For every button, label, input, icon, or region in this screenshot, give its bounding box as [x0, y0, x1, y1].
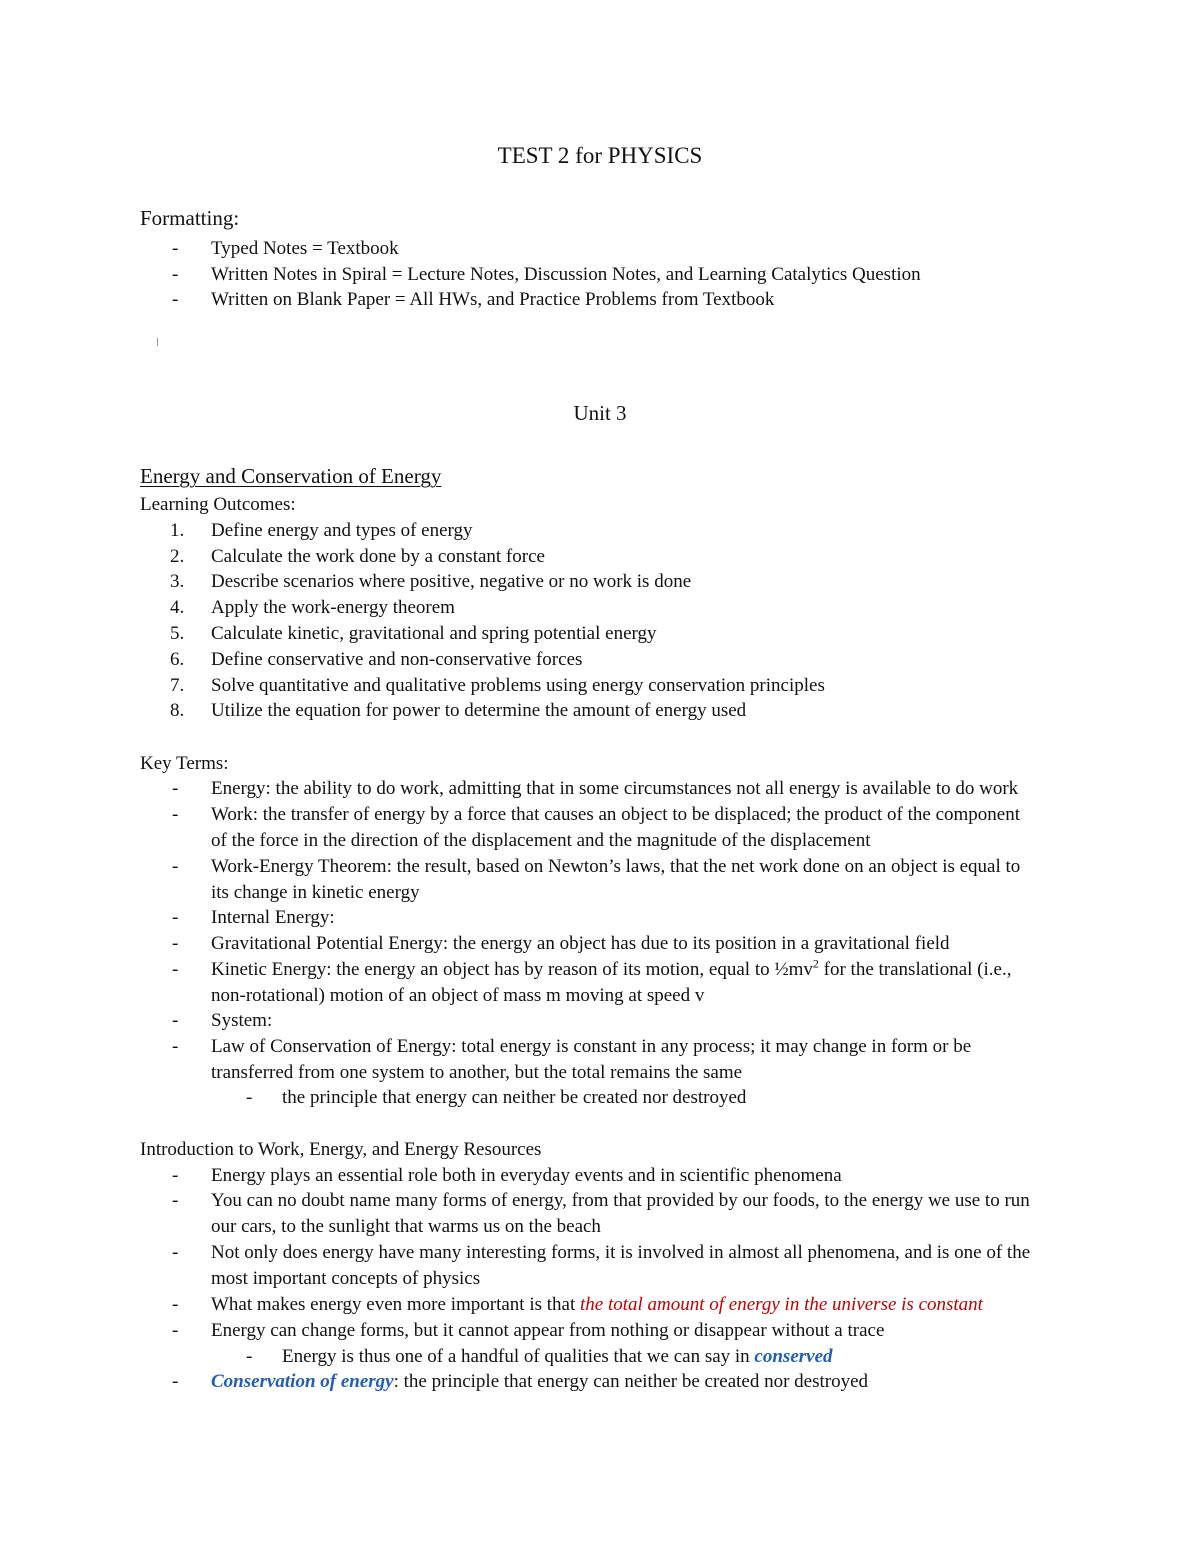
unit-title: Unit 3 — [573, 401, 627, 425]
list-number: 3. — [170, 571, 185, 592]
sub-item-text: the principle that energy can neither be created nor destroyed — [282, 1087, 747, 1108]
term-work-energy-theorem-cont: its change in kinetic energy — [211, 882, 420, 903]
bullet-dash: - — [172, 1294, 179, 1315]
outcome-text: Utilize the equation for power to determine the amount of energy used — [211, 700, 747, 721]
list-number: 4. — [170, 597, 185, 618]
stray-mark — [157, 338, 158, 346]
outcomes-label: Learning Outcomes: — [140, 494, 296, 515]
bullet-dash: - — [172, 1010, 179, 1031]
bullet-dash: - — [172, 1190, 179, 1211]
formatting-heading: Formatting: — [140, 206, 240, 230]
outcome-text: Calculate the work done by a constant force — [211, 546, 545, 567]
bullet-dash: - — [172, 1242, 179, 1263]
outcome-text: Apply the work-energy theorem — [211, 597, 455, 618]
formatting-item: Written Notes in Spiral = Lecture Notes, Discussion Notes, and Learning Catalytics Question — [211, 264, 921, 285]
intro-item-cont: most important concepts of physics — [211, 1268, 481, 1289]
formatting-item: Written on Blank Paper = All HWs, and Practice Problems from Textbook — [211, 289, 775, 310]
bullet-dash: - — [172, 264, 179, 285]
outcome-text: Calculate kinetic, gravitational and spring potential energy — [211, 623, 657, 644]
bullet-dash: - — [172, 289, 179, 310]
term-work-energy-theorem: Work-Energy Theorem: the result, based on Newton’s laws, that the net work done on an object is equal to — [211, 856, 1021, 877]
sub-item-text — [282, 1344, 1082, 1370]
outcome-text: Solve quantitative and qualitative problems using energy conservation principles — [211, 675, 825, 696]
intro-item-text: What makes energy even more important is that — [211, 1294, 580, 1315]
term-kinetic-energy-text: Kinetic Energy: the energy an object has by reason of its motion, equal to ½mv — [211, 959, 813, 980]
list-number: 5. — [170, 623, 185, 644]
outcome-text: Define energy and types of energy — [211, 520, 473, 541]
bullet-dash: - — [246, 1087, 253, 1108]
blue-emphasis: conserved — [754, 1346, 833, 1367]
outcome-text: Define conservative and non-conservative forces — [211, 649, 583, 670]
intro-item: Not only does energy have many interesting forms, it is involved in almost all phenomena, and is one of the — [211, 1242, 1031, 1263]
section-heading: Energy and Conservation of Energy — [140, 464, 442, 488]
term-gravitational-potential-energy: Gravitational Potential Energy: the energy an object has due to its position in a gravitational field — [211, 933, 950, 954]
bullet-dash: - — [172, 1165, 179, 1186]
blue-emphasis: Conservation of energy — [211, 1371, 394, 1392]
intro-heading: Introduction to Work, Energy, and Energy Resources — [140, 1139, 542, 1160]
term-system: System: — [211, 1010, 273, 1031]
bullet-dash: - — [172, 1320, 179, 1341]
term-law-of-conservation: Law of Conservation of Energy: total energy is constant in any process; it may change in form or be — [211, 1036, 972, 1057]
bullet-dash: - — [172, 778, 179, 799]
term-energy: Energy: the ability to do work, admitting that in some circumstances not all energy is available to do work — [211, 778, 1019, 799]
bullet-dash: - — [172, 804, 179, 825]
list-number: 6. — [170, 649, 185, 670]
intro-item — [211, 1292, 1071, 1318]
bullet-dash: - — [172, 959, 179, 980]
intro-item — [211, 1369, 1071, 1395]
intro-item-text: : the principle that energy can neither be created nor destroyed — [393, 1371, 869, 1392]
red-emphasis: the total amount of energy in the universe is constant — [579, 1294, 983, 1315]
term-kinetic-energy-text-end: for the translational (i.e., — [818, 959, 1012, 980]
term-work: Work: the transfer of energy by a force that causes an object to be displaced; the product of the component — [211, 804, 1021, 825]
term-internal-energy: Internal Energy: — [211, 907, 335, 928]
list-number: 2. — [170, 546, 185, 567]
intro-item-cont: our cars, to the sunlight that warms us on the beach — [211, 1216, 601, 1237]
term-kinetic-energy — [211, 957, 1071, 983]
bullet-dash: - — [172, 238, 179, 259]
bullet-dash: - — [172, 1371, 179, 1392]
intro-item: Energy plays an essential role both in everyday events and in scientific phenomena — [211, 1165, 842, 1186]
term-kinetic-energy-cont: non-rotational) motion of an object of mass m moving at speed v — [211, 985, 705, 1006]
term-law-of-conservation-cont: transferred from one system to another, but the total remains the same — [211, 1062, 743, 1083]
document-title: TEST 2 for PHYSICS — [497, 143, 703, 168]
list-number: 8. — [170, 700, 185, 721]
sub-item-text-plain: Energy is thus one of a handful of qualities that we can say in — [282, 1346, 755, 1367]
bullet-dash: - — [246, 1346, 253, 1367]
intro-item: Energy can change forms, but it cannot appear from nothing or disappear without a trace — [211, 1320, 885, 1341]
superscript: 2 — [812, 956, 819, 971]
bullet-dash: - — [172, 933, 179, 954]
bullet-dash: - — [172, 856, 179, 877]
bullet-dash: - — [172, 1036, 179, 1057]
outcome-text: Describe scenarios where positive, negative or no work is done — [211, 571, 692, 592]
bullet-dash: - — [172, 907, 179, 928]
term-work-cont: of the force in the direction of the displacement and the magnitude of the displacement — [211, 830, 871, 851]
list-number: 7. — [170, 675, 185, 696]
formatting-item: Typed Notes = Textbook — [211, 238, 399, 259]
intro-item: You can no doubt name many forms of energy, from that provided by our foods, to the energy we use to run — [211, 1190, 1030, 1211]
list-number: 1. — [170, 520, 185, 541]
key-terms-label: Key Terms: — [140, 753, 229, 774]
